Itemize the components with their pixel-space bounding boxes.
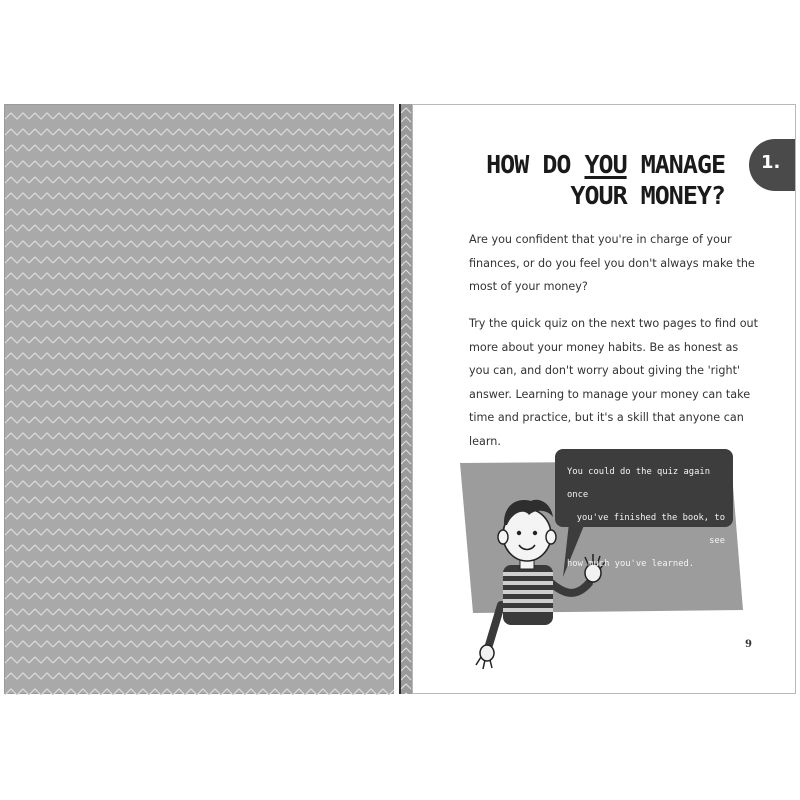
speech-line: how much you've learned. — [567, 559, 695, 569]
wave-pattern — [5, 105, 395, 695]
boy-illustration — [413, 105, 796, 694]
ear-right — [546, 530, 556, 544]
title-line-2: YOUR MONEY? — [570, 181, 725, 210]
speech-line: you've finished the book, to see — [576, 513, 725, 546]
chapter-number: 1. — [761, 152, 781, 173]
title-text: HOW DO — [486, 150, 585, 179]
title-emphasis: YOU — [584, 150, 627, 179]
lower-hand-icon — [476, 645, 494, 669]
ear — [498, 530, 508, 544]
speech-line: You could do the quiz again once — [567, 467, 710, 500]
title-text-end: MANAGE — [626, 150, 725, 179]
left-page-pattern — [4, 104, 394, 694]
quiz-paragraph: Try the quick quiz on the next two pages to find out more about your money habits. Be as honest as you can, and don't worry about giving the 'right' answer. Learning to manage your money can take time and practice, but it's a skill that anyone can learn. — [469, 317, 759, 448]
eye-right — [533, 531, 537, 535]
striped-sweater — [503, 565, 553, 625]
speech-bubble — [555, 449, 733, 569]
eye-left — [517, 531, 521, 535]
right-page — [412, 104, 796, 694]
page-number: 9 — [745, 639, 752, 650]
spine-edge-pattern — [401, 104, 412, 694]
intro-paragraph: Are you confident that you're in charge of your finances, or do you feel you don't always make the most of your money? — [469, 233, 755, 293]
